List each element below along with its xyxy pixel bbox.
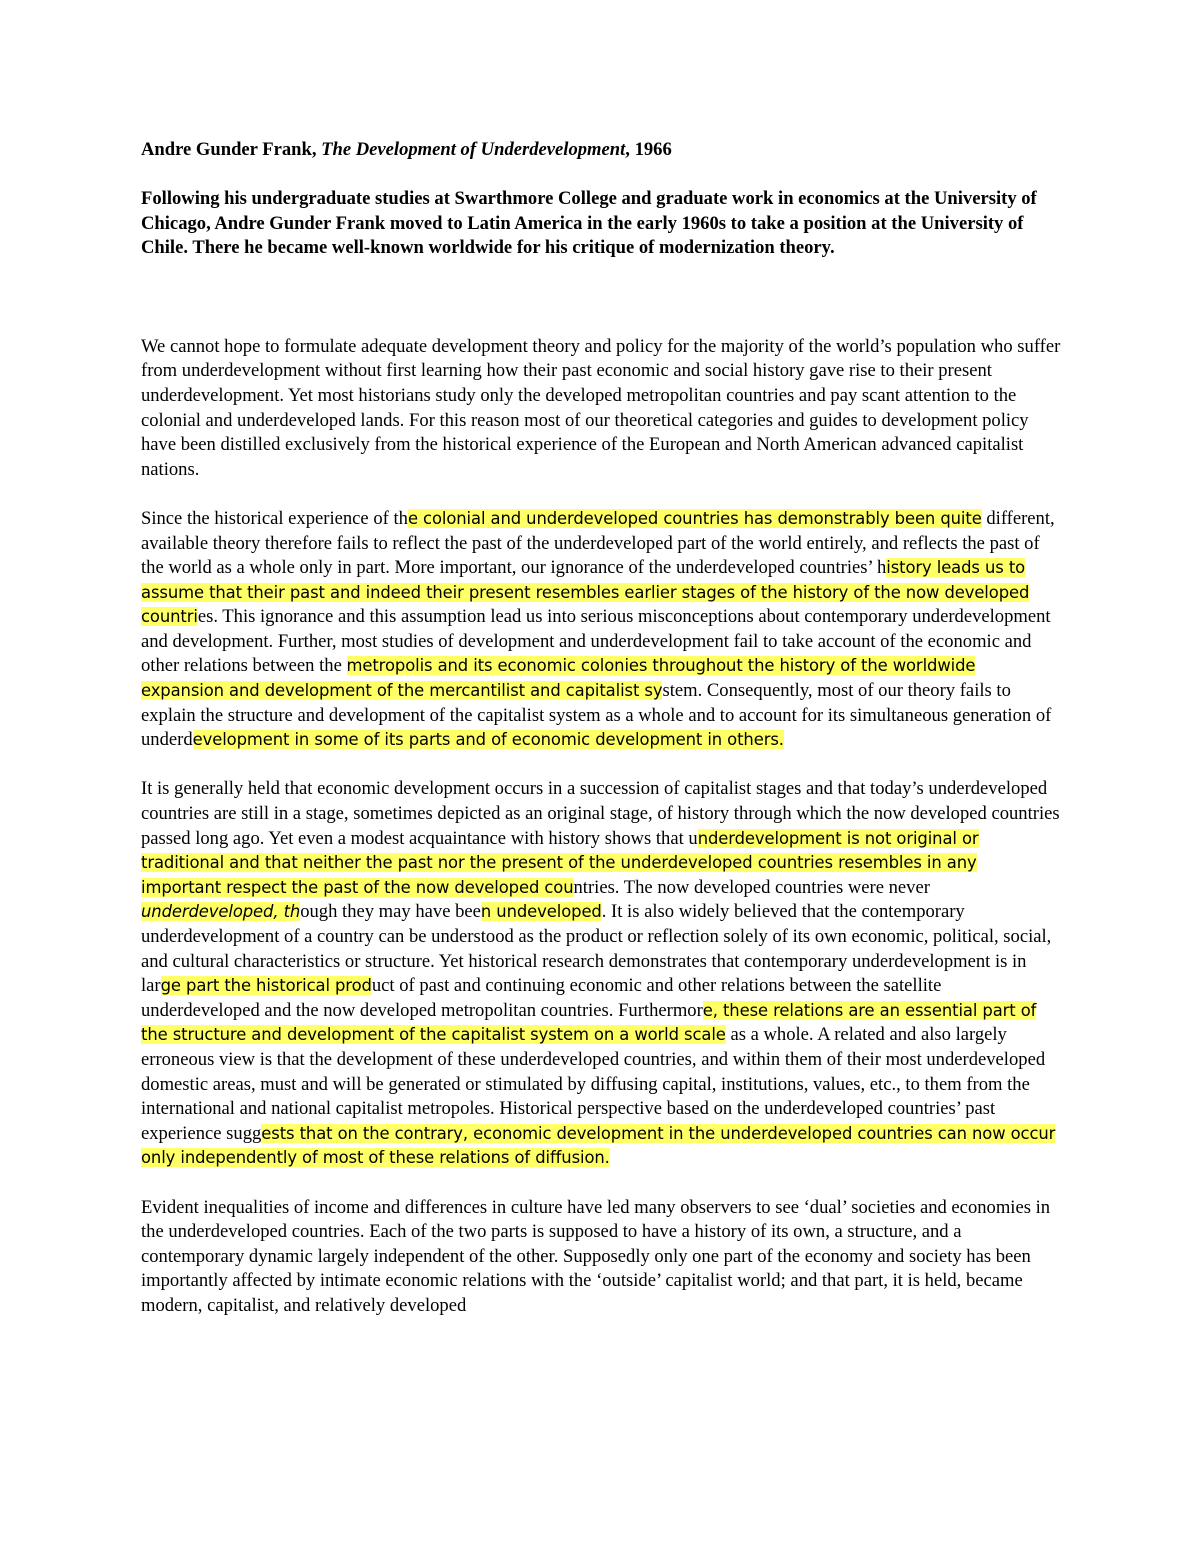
- document-title: [141, 138, 1061, 163]
- text-segment: Since the historical experience of th: [141, 507, 408, 529]
- text-segment: . It is also widely believed that the contemporary underdevelopment of a country can be understood as the product or reflection solely of its own economic, political, social, and cultural characteristics or structure. Yet historical research demonstrates that contemporary underdevelopment is in lar: [141, 901, 1052, 997]
- highlighted-text: e, these relations are an essential part of the structure and development of the capitalist system on a world scale: [141, 1000, 1037, 1045]
- highlighted-text: ge part the historical prod: [160, 976, 372, 996]
- title-author: Andre Gunder Frank,: [141, 139, 322, 160]
- highlighted-text: ests that on the contrary, economic development in the underdeveloped countries can now occur only independently of most of these relations of diffusion.: [141, 1123, 1056, 1168]
- highlighted-text: metropolis and its economic colonies throughout the history of the worldwide expansion and development of the mercantilist and capitalist sy: [141, 656, 976, 701]
- intro-paragraph: Following his undergraduate studies at Swarthmore College and graduate work in economics at the University of Chicago, Andre Gunder Frank moved to Latin America in the early 1960s to take a position at the University of Chile. There he became well-known worldwide for his critique of modernization theory.: [141, 188, 1037, 259]
- body-paragraph: [141, 335, 1061, 483]
- text-segment: as a whole. A related and also largely erroneous view is that the development of these underdeveloped countries, and within them of their most underdeveloped domestic areas, must and will be generated or stimulated by diffusing capital, institutions, values, etc., to them from the international and national capitalist metropoles. Historical perspective based on the underdeveloped countries’ past experience sugg: [141, 1024, 1046, 1144]
- title-year: , 1966: [625, 139, 672, 160]
- body-text: [141, 335, 1061, 1319]
- text-segment: uct of past and continuing economic and other relations between the satellite underdeveloped and the now developed metropolitan countries. Furthermor: [141, 975, 942, 1021]
- text-segment: es. This ignorance and this assumption lead us into serious misconceptions about contemporary underdevelopment and development. Further, most studies of development and underdevelopment fail to take account of the economic and other relations between the: [141, 606, 1051, 677]
- body-paragraph: [141, 1196, 1061, 1319]
- highlighted-text: evelopment in some of its parts and of economic development in others.: [192, 730, 784, 750]
- text-segment: We cannot hope to formulate adequate development theory and policy for the majority of the world’s population who suffer from underdevelopment without first learning how their past economic and social history gave rise to their present underdevelopment. Yet most historians study only the developed metropolitan countries and pay scant attention to the colonial and underdeveloped lands. For this reason most of our theoretical categories and guides to development policy have been distilled exclusively from the historical experience of the European and North American advanced capitalist nations.: [141, 335, 1061, 480]
- highlighted-text: istory leads us to assume that their past and indeed their present resembles earlier stages of the history of the now developed countri: [141, 558, 1030, 627]
- highlighted-text: e colonial and underdeveloped countries has demonstrably been quite: [407, 508, 982, 528]
- text-segment: ough they may have bee: [300, 901, 481, 923]
- text-segment: stem. Consequently, most of our theory fails to explain the structure and development of the capitalist system as a whole and to account for its simultaneous generation of underd: [141, 680, 1052, 751]
- text-segment: Evident inequalities of income and differences in culture have led many observers to see ‘dual’ societies and economies in the underdeveloped countries. Each of the two parts is supposed to have a history of its own, a structure, and a contemporary dynamic largely independent of the other. Supposedly only one part of the economy and society has been importantly affected by intimate economic relations with the ‘outside’ capitalist world; and that part, it is held, became modern, capitalist, and relatively developed: [141, 1196, 1051, 1316]
- text-segment: different, available theory therefore fails to reflect the past of the underdeveloped part of the world entirely, and reflects the past of the world as a whole only in part. More important, our ignorance of the underdeveloped countries’ h: [141, 507, 1055, 579]
- body-paragraph: [141, 507, 1061, 753]
- body-paragraph: [141, 777, 1061, 1171]
- highlighted-text: underdeveloped, th: [141, 902, 301, 922]
- highlighted-text: n undeveloped: [480, 902, 602, 922]
- text-segment: ntries. The now developed countries were never: [573, 876, 930, 898]
- document-page: [141, 138, 1061, 1343]
- highlighted-text: nderdevelopment is not original or traditional and that neither the past nor the present of the underdeveloped countries resembles in any important respect the past of the now developed cou: [141, 828, 979, 897]
- text-segment: It is generally held that economic development occurs in a succession of capitalist stages and that today’s underdeveloped countries are still in a stage, sometimes depicted as an original stage, of history through which the now developed countries passed long ago. Yet even a modest acquaintance with history shows that u: [141, 778, 1060, 849]
- title-work: The Development of Underdevelopment: [321, 139, 626, 160]
